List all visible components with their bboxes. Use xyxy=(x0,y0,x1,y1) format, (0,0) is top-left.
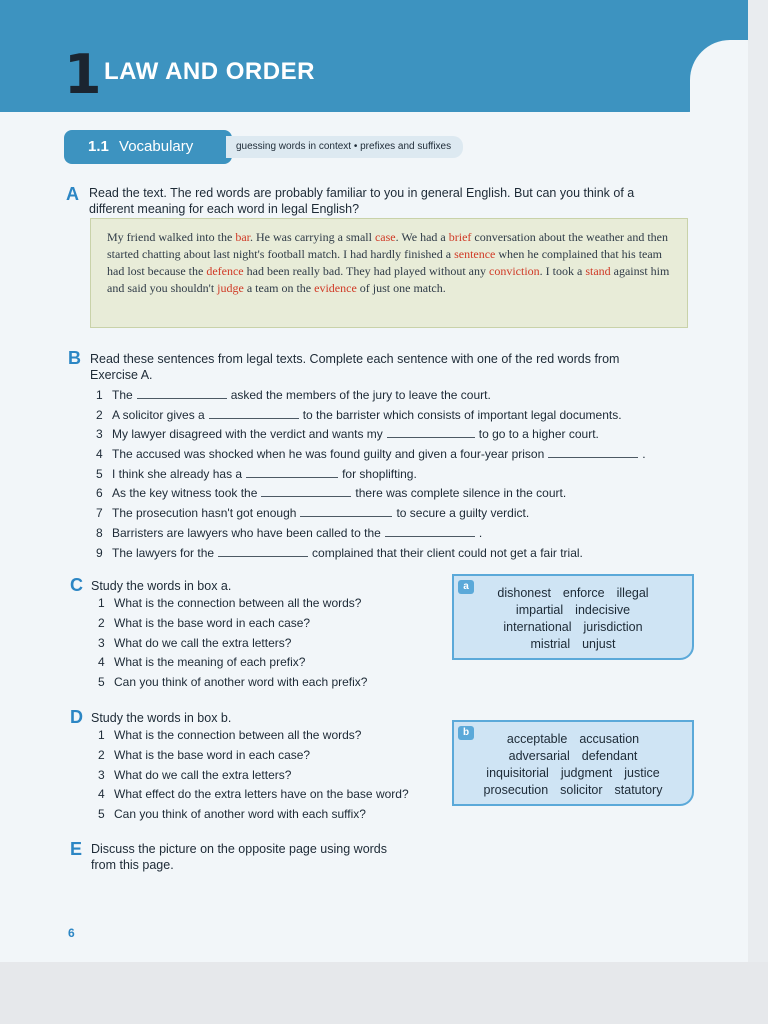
sentence-before-blank: The xyxy=(112,388,133,402)
word-box-line xyxy=(454,636,692,653)
sentence-before-blank: I think she already has a xyxy=(112,466,243,481)
text-segment: had been really bad. They had played without any xyxy=(243,264,489,278)
unit-header-banner xyxy=(0,0,748,112)
sentence-item xyxy=(96,544,696,564)
exercise-a-instruction-line1: Read the text. The red words are probably familiar to you in general English. But can you think of a xyxy=(89,186,635,200)
sentence-item xyxy=(96,425,696,445)
text-segment: when he complained that his team had lost because the xyxy=(107,247,663,278)
sentence-item xyxy=(96,406,696,426)
text-segment: conversation about the weather and then started chatting about last night's football match. I had hardly finished a xyxy=(107,230,668,261)
answer-blank xyxy=(218,545,308,557)
sentence-after-blank: asked the members of the jury to leave the court. xyxy=(230,388,491,402)
page-number: 6 xyxy=(68,926,75,940)
exercise-e-instruction-line2: from this page. xyxy=(91,858,174,872)
question-item xyxy=(98,726,458,746)
sentence-before-blank: The prosecution hasn't got enough xyxy=(112,506,297,521)
reading-text-box xyxy=(90,218,688,328)
answer-blank xyxy=(261,485,351,497)
sentence-before-blank: The lawyers for the xyxy=(112,545,215,560)
question-text: What is the base word in each case? xyxy=(114,615,311,630)
exercise-b-instruction xyxy=(90,351,619,383)
sentence-after-blank: to the barrister which consists of important legal documents. xyxy=(302,407,622,422)
exercise-a-instruction xyxy=(89,185,634,217)
question-item xyxy=(98,673,458,693)
red-word: evidence xyxy=(314,281,357,295)
red-word: conviction xyxy=(489,264,540,278)
word-box-line xyxy=(454,782,692,799)
question-text: What is the base word in each case? xyxy=(114,747,311,762)
exercise-c-letter: C xyxy=(70,575,83,595)
sentence-item xyxy=(96,524,696,544)
question-item xyxy=(98,614,458,634)
answer-blank xyxy=(387,426,475,438)
question-number: 4 xyxy=(98,787,105,802)
vocabulary-word: international xyxy=(503,620,572,634)
page-bottom-margin xyxy=(0,962,768,1024)
exercise-d-letter: D xyxy=(70,707,83,727)
question-text: What do we call the extra letters? xyxy=(114,767,292,782)
red-word: judge xyxy=(217,281,244,295)
question-text: Can you think of another word with each suffix? xyxy=(114,807,366,822)
vocabulary-word: inquisitorial xyxy=(486,766,549,780)
exercise-c-instruction: Study the words in box a. xyxy=(91,579,232,593)
question-number: 2 xyxy=(98,615,105,630)
text-segment: . He was carrying a small xyxy=(249,230,375,244)
question-text: What is the connection between all the words? xyxy=(114,596,362,610)
item-number: 2 xyxy=(96,407,103,422)
sentence-after-blank: . xyxy=(642,447,646,462)
question-text: Can you think of another word with each prefix? xyxy=(114,675,368,690)
question-item xyxy=(98,805,458,825)
question-number: 5 xyxy=(98,807,105,822)
sentence-before-blank: Barristers are lawyers who have been called to the xyxy=(112,525,381,540)
sentence-after-blank: complained that their client could not get a fair trial. xyxy=(312,545,583,560)
sentence-before-blank: The accused was shocked when he was found guilty and given a four-year prison xyxy=(112,447,545,462)
item-number: 1 xyxy=(96,388,103,402)
vocabulary-word: indecisive xyxy=(575,603,631,617)
exercise-b-instruction-line1: Read these sentences from legal texts. Complete each sentence with one of the red words from xyxy=(90,352,620,366)
text-segment: . I took a xyxy=(539,264,586,278)
sentence-item xyxy=(96,465,696,485)
question-item xyxy=(98,766,458,786)
word-box-a xyxy=(452,574,694,660)
vocabulary-word: illegal xyxy=(616,586,649,600)
exercise-d-instruction: Study the words in box b. xyxy=(91,711,232,725)
sentence-after-blank: . xyxy=(478,525,483,540)
section-topics: guessing words in context • prefixes and suffixes xyxy=(226,136,463,158)
exercise-a-letter: A xyxy=(66,184,79,204)
sentence-before-blank: A solicitor gives a xyxy=(112,407,205,422)
sentence-after-blank: to go to a higher court. xyxy=(478,427,599,442)
red-word: case xyxy=(374,230,396,244)
vocabulary-word: statutory xyxy=(614,783,663,797)
vocabulary-word: enforce xyxy=(562,586,605,600)
answer-blank xyxy=(548,446,638,458)
item-number: 8 xyxy=(96,525,103,540)
item-number: 7 xyxy=(96,506,103,521)
word-box-a-tag: a xyxy=(458,580,474,594)
question-number: 1 xyxy=(98,596,105,610)
question-text: What is the meaning of each prefix? xyxy=(114,655,306,670)
vocabulary-word: unjust xyxy=(582,637,616,651)
exercise-a-instruction-line2: different meaning for each word in legal English? xyxy=(89,202,360,216)
answer-blank xyxy=(385,525,475,537)
word-box-line xyxy=(454,585,692,602)
sentence-after-blank: for shoplifting. xyxy=(342,466,417,481)
question-text: What effect do the extra letters have on the base word? xyxy=(114,787,409,802)
vocabulary-word: justice xyxy=(624,766,660,780)
sentence-item xyxy=(96,445,696,465)
section-name: Vocabulary xyxy=(119,138,194,155)
sentence-item xyxy=(96,504,696,524)
exercise-d-questions xyxy=(98,726,458,825)
sentence-item xyxy=(96,484,696,504)
text-segment: My friend walked into the xyxy=(107,230,236,244)
red-word: defence xyxy=(206,264,244,278)
section-label xyxy=(64,130,232,164)
question-text: What do we call the extra letters? xyxy=(114,635,292,650)
question-text: What is the connection between all the words? xyxy=(114,728,362,742)
vocabulary-word: acceptable xyxy=(506,732,568,746)
exercise-c-questions xyxy=(98,594,458,693)
vocabulary-word: impartial xyxy=(515,603,564,617)
word-box-line xyxy=(454,748,692,765)
vocabulary-word: mistrial xyxy=(530,637,571,651)
sentence-item xyxy=(96,386,696,406)
word-box-line xyxy=(454,731,692,748)
vocabulary-word: prosecution xyxy=(483,783,549,797)
exercise-b-instruction-line2: Exercise A. xyxy=(90,368,153,382)
red-word: sentence xyxy=(454,247,496,261)
unit-number: 1 xyxy=(64,43,102,106)
word-box-b-tag: b xyxy=(458,726,474,740)
question-item xyxy=(98,746,458,766)
red-word: stand xyxy=(585,264,611,278)
answer-blank xyxy=(209,407,299,419)
question-number: 5 xyxy=(98,675,105,690)
question-number: 3 xyxy=(98,635,105,650)
word-box-line xyxy=(454,619,692,636)
vocabulary-word: solicitor xyxy=(560,783,603,797)
text-segment: against him and said you shouldn't xyxy=(107,264,670,295)
item-number: 3 xyxy=(96,427,103,442)
exercise-e-instruction-line1: Discuss the picture on the opposite page using words xyxy=(91,842,388,856)
word-box-line xyxy=(454,765,692,782)
sentence-before-blank: As the key witness took the xyxy=(112,486,258,501)
vocabulary-word: accusation xyxy=(579,732,640,746)
question-number: 2 xyxy=(98,747,105,762)
exercise-e-letter: E xyxy=(70,839,83,859)
section-number: 1.1 xyxy=(88,138,109,155)
item-number: 9 xyxy=(96,545,103,560)
text-segment: of just one match. xyxy=(356,281,446,295)
question-number: 4 xyxy=(98,655,105,670)
answer-blank xyxy=(137,387,227,399)
exercise-e-instruction xyxy=(91,841,387,873)
answer-blank xyxy=(246,466,338,478)
exercise-b-sentences xyxy=(96,386,696,563)
word-box-b xyxy=(452,720,694,806)
sentence-after-blank: there was complete silence in the court. xyxy=(355,486,567,501)
sentence-before-blank: My lawyer disagreed with the verdict and wants my xyxy=(112,427,383,442)
item-number: 6 xyxy=(96,486,103,501)
question-item xyxy=(98,785,458,805)
vocabulary-word: dishonest xyxy=(497,586,551,600)
word-box-line xyxy=(454,602,692,619)
vocabulary-word: jurisdiction xyxy=(583,620,643,634)
red-word: bar xyxy=(235,230,250,244)
red-word: brief xyxy=(448,230,472,244)
unit-title: LAW AND ORDER xyxy=(104,58,315,85)
sentence-after-blank: to secure a guilty verdict. xyxy=(396,506,530,521)
question-item xyxy=(98,653,458,673)
item-number: 5 xyxy=(96,466,103,481)
question-item xyxy=(98,594,458,614)
vocabulary-word: adversarial xyxy=(508,749,570,763)
vocabulary-word: judgment xyxy=(560,766,613,780)
text-segment: . We had a xyxy=(395,230,449,244)
exercise-b-letter: B xyxy=(68,348,81,368)
answer-blank xyxy=(300,505,392,517)
question-number: 1 xyxy=(98,728,105,742)
vocabulary-word: defendant xyxy=(581,749,638,763)
question-item xyxy=(98,634,458,654)
item-number: 4 xyxy=(96,447,103,462)
text-segment: a team on the xyxy=(243,281,315,295)
question-number: 3 xyxy=(98,767,105,782)
